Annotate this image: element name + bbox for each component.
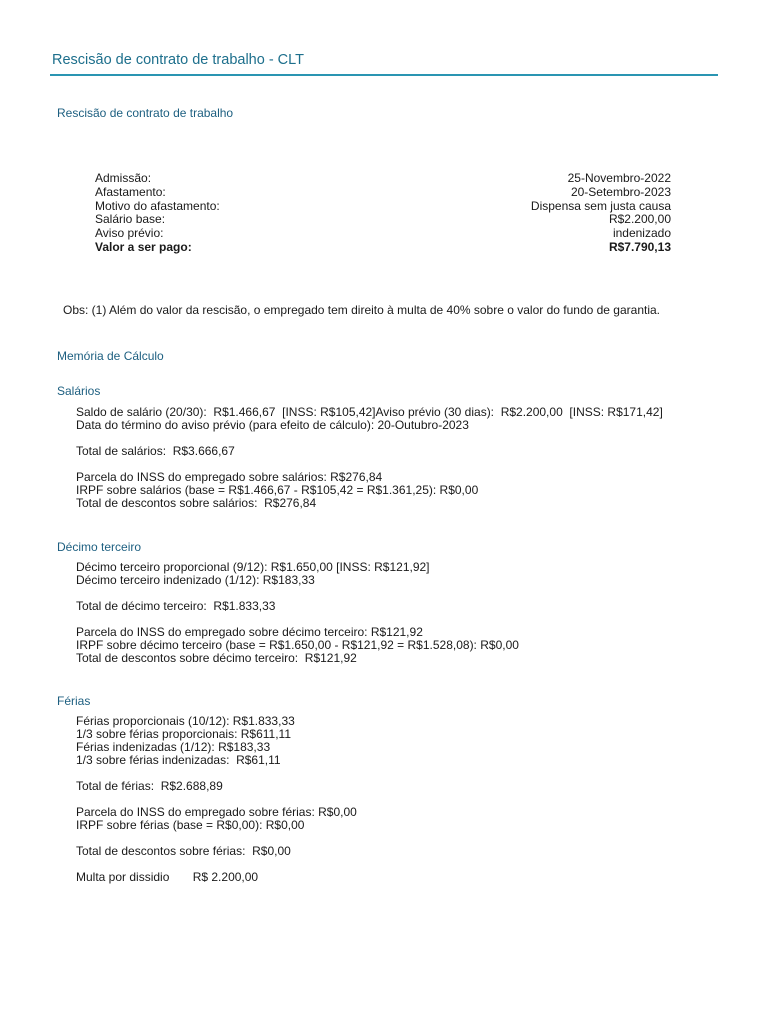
text-line: Parcela do INSS do empregado sobre salários: R$276,84 (76, 470, 383, 484)
text-line: IRPF sobre férias (base = R$0,00): R$0,00 (76, 818, 305, 832)
text-line: 1/3 sobre férias indenizadas: R$61,11 (76, 753, 281, 767)
obs-note: Obs: (1) Além do valor da rescisão, o empregado tem direito à multa de 40% sobre o valor do fundo de garantia. (63, 303, 660, 317)
text-line: Total de férias: R$2.688,89 (76, 779, 223, 793)
summary-label: Admissão: (95, 171, 152, 185)
ferias-title: Férias (57, 694, 91, 708)
text-line: Parcela do INSS do empregado sobre férias: R$0,00 (76, 805, 357, 819)
text-line: Total de salários: R$3.666,67 (76, 444, 235, 458)
summary-value: Dispensa sem justa causa (530, 198, 671, 213)
text-line: Décimo terceiro proporcional (9/12): R$1.650,00 [INSS: R$121,92] (76, 560, 430, 574)
summary-value: indenizado (612, 226, 671, 241)
text-line: Férias proporcionais (10/12): R$1.833,33 (76, 714, 295, 728)
text-line: Férias indenizadas (1/12): R$183,33 (76, 740, 271, 754)
text-line: Total de descontos sobre férias: R$0,00 (76, 844, 291, 858)
summary-label: Afastamento: (95, 184, 166, 199)
text-line: Parcela do INSS do empregado sobre décimo terceiro: R$121,92 (76, 625, 423, 639)
section-title: Rescisão de contrato de trabalho (57, 106, 234, 120)
summary-value: 25-Novembro-2022 (567, 171, 671, 185)
summary-value: R$2.200,00 (608, 212, 671, 227)
decimo-title: Décimo terceiro (57, 540, 142, 554)
salarios-title: Salários (57, 384, 101, 398)
summary-label: Salário base: (95, 212, 166, 227)
summary-value: 20-Setembro-2023 (570, 184, 671, 199)
ferias-block (76, 715, 357, 884)
summary-row-admissao (95, 172, 671, 186)
summary-label: Aviso prévio: (95, 226, 164, 241)
page-header (50, 52, 718, 76)
summary-row-motivo (95, 200, 671, 214)
salarios-block (76, 406, 663, 510)
text-line: Décimo terceiro indenizado (1/12): R$183,33 (76, 573, 315, 587)
summary-row-afastamento (95, 186, 671, 200)
decimo-block (76, 561, 519, 665)
page-title: Rescisão de contrato de trabalho - CLT (52, 52, 305, 68)
text-line: 1/3 sobre férias proporcionais: R$611,11 (76, 727, 292, 741)
summary-value: R$7.790,13 (608, 239, 671, 254)
text-line: Multa por dissidio R$ 2.200,00 (76, 870, 259, 884)
summary-label: Valor a ser pago: (95, 239, 192, 254)
text-line: Total de décimo terceiro: R$1.833,33 (76, 599, 276, 613)
text-line: Total de descontos sobre décimo terceiro: R$121,92 (76, 651, 357, 665)
text-line: Total de descontos sobre salários: R$276,84 (76, 496, 317, 510)
text-line: Data do término do aviso prévio (para efeito de cálculo): 20-Outubro-2023 (76, 418, 469, 432)
summary-table (95, 172, 671, 255)
text-line: IRPF sobre salários (base = R$1.466,67 - R$105,42 = R$1.361,25): R$0,00 (76, 483, 479, 497)
text-line: IRPF sobre décimo terceiro (base = R$1.650,00 - R$121,92 = R$1.528,08): R$0,00 (76, 638, 519, 652)
summary-row-aviso-previo (95, 227, 671, 241)
memoria-title: Memória de Cálculo (57, 349, 164, 363)
summary-label: Motivo do afastamento: (95, 198, 220, 213)
summary-row-valor-total (95, 241, 671, 255)
text-line: Saldo de salário (20/30): R$1.466,67 [INSS: R$105,42]Aviso prévio (30 dias): R$2.200,00 [INSS: R$171,42] (76, 405, 663, 419)
summary-row-salario-base (95, 213, 671, 227)
